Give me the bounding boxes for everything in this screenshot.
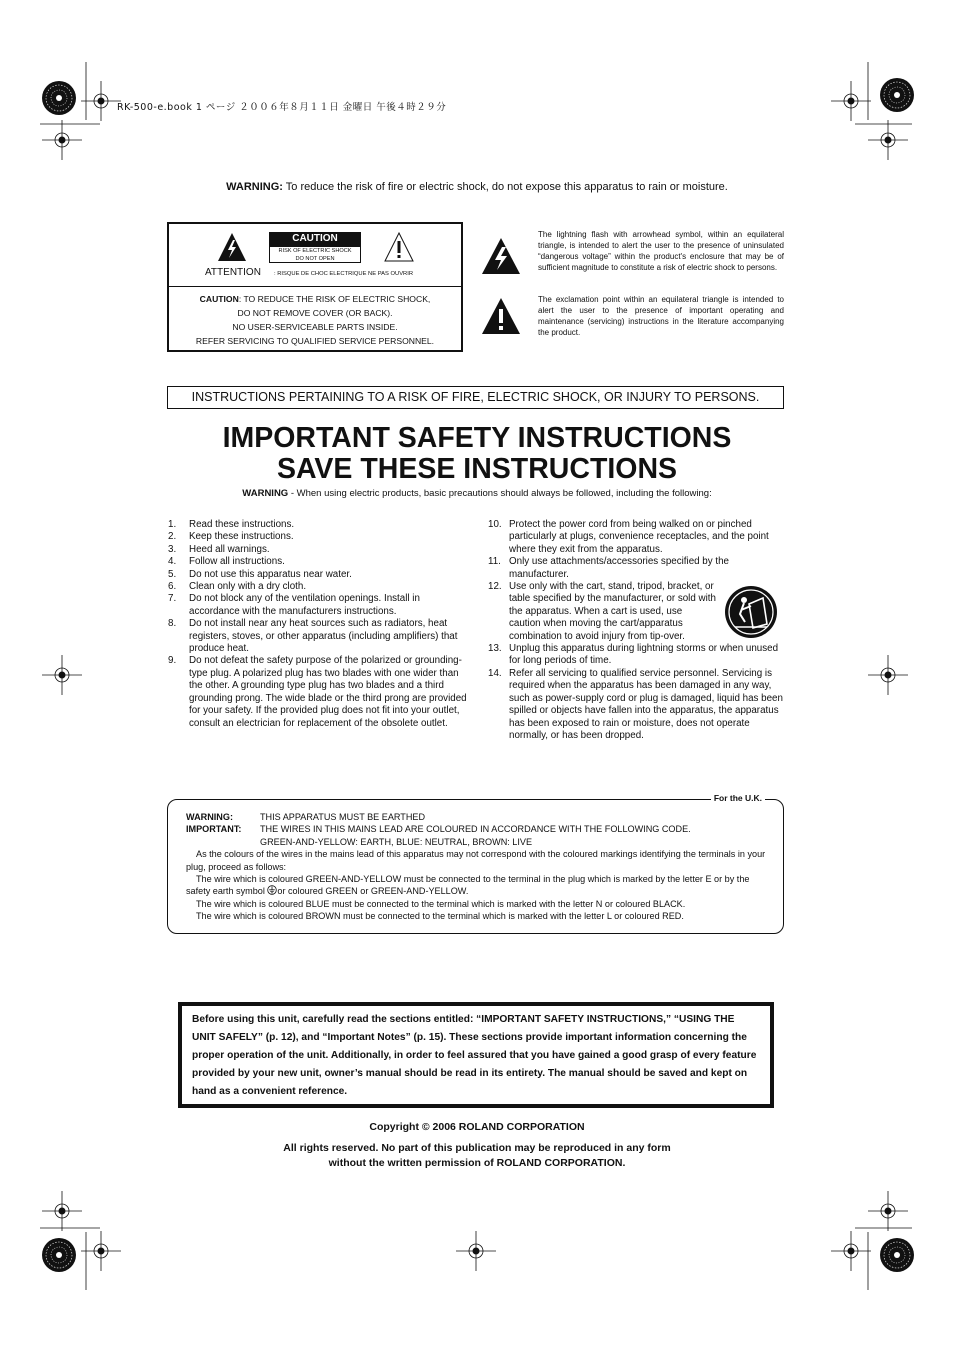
lightning-symbol-icon	[481, 237, 521, 275]
read-before-use-notice: Before using this unit, carefully read the sections entitled: “IMPORTANT SAFETY INSTRUCTIONS,” “USING THE UNIT SAFELY” (p. 12), and “Important Notes” (p. 15). These sections provide important information concerning the proper operation of the unit. Additionally, in order to feel assured that you have gained a good grasp of every feature provided by your new unit, owner’s manual should be read in its entirety. The manual should be saved and kept on hand as a convenient reference.	[178, 1002, 774, 1108]
uk-warning-label: WARNING:	[186, 812, 233, 822]
item-text: Do not use this apparatus near water.	[189, 568, 352, 580]
top-warning	[0, 181, 954, 193]
item-text: Use only with the cart, stand, tripod, bracket, or table specified by the manufacturer, or sold with the apparatus. When a cart is used, use caution when moving the cart/apparatus combination to avoid injury from tip-over.	[509, 581, 716, 642]
cart-tipover-warning-icon	[723, 584, 779, 640]
caution-text	[169, 287, 461, 350]
item-number: 8.	[168, 618, 177, 630]
item-text: Clean only with a dry cloth.	[189, 581, 307, 593]
list-item	[168, 519, 468, 531]
title-save-instructions: SAVE THESE INSTRUCTIONS	[276, 453, 678, 485]
exclamation-triangle-icon	[384, 232, 414, 262]
list-item	[488, 556, 784, 581]
list-item	[168, 655, 468, 729]
item-text: Refer all servicing to qualified service personnel. Servicing is required when the apparatus has been damaged in any way, such as power-supply cord or plug is damaged, liquid has been spilled or objects have fallen into the apparatus, the apparatus has been exposed to rain or moisture, does not operate normally, or has been dropped.	[509, 667, 783, 741]
uk-wiring-text	[186, 811, 767, 923]
uk-paragraph-2a: The wire which is coloured GREEN-AND-YELLOW must be connected to the terminal in the plug which is marked by the letter E or by the safety earth symbol	[186, 874, 750, 897]
uk-label: For the U.K.	[711, 793, 765, 803]
general-warning-text: - When using electric products, basic precautions should always be followed, including the following:	[288, 488, 712, 499]
item-text: Read these instructions.	[189, 519, 295, 530]
uk-paragraph-3: The wire which is coloured BLUE must be connected to the terminal which is marked with the letter N or coloured BLACK.	[196, 898, 686, 909]
list-item	[168, 593, 468, 618]
uk-wiring-box	[167, 793, 784, 934]
uk-important-text: THE WIRES IN THIS MAINS LEAD ARE COLOURED IN ACCORDANCE WITH THE FOLLOWING CODE.	[260, 824, 691, 835]
item-text: Protect the power cord from being walked on or pinched particularly at plugs, convenience receptacles, and the point where they exit from the apparatus.	[509, 519, 769, 555]
item-number: 11.	[488, 556, 501, 568]
item-number: 7.	[168, 593, 177, 605]
lightning-triangle-icon	[217, 232, 247, 262]
item-text: Only use attachments/accessories specified by the manufacturer.	[509, 556, 729, 580]
attention-french-text: : RISQUE DE CHOC ELECTRIQUE NE PAS OUVRIR	[274, 271, 414, 277]
item-number: 10.	[488, 519, 502, 530]
risk-of-shock-label	[269, 246, 361, 263]
item-number: 5.	[168, 568, 177, 580]
general-warning-label: WARNING	[242, 488, 289, 499]
top-warning-label: WARNING:	[226, 181, 283, 193]
item-text: Unplug this apparatus during lightning storms or when unused for long periods of time.	[509, 643, 779, 667]
copyright: Copyright © 2006 ROLAND CORPORATION	[369, 1121, 585, 1133]
exclamation-symbol-description: The exclamation point within an equilateral triangle is intended to alert the user to the presence of important operating and maintenance (servicing) instructions in the literature accompanying the product.	[538, 295, 784, 337]
uk-paragraph-2	[186, 873, 767, 898]
rights-line-2: without the written permission of ROLAND CORPORATION.	[328, 1157, 626, 1169]
item-text: Do not defeat the safety purpose of the polarized or grounding-type plug. A polarized plug has two blades with one wider than the other. A grounding type plug has two blades and a third grounding prong. The wide blade or the third prong are provided for your safety. If the provided plug does not fit into your outlet, consult an electrician for replacement of the obsolete outlet.	[189, 655, 467, 729]
caution-label	[269, 232, 361, 263]
caution-box	[167, 222, 463, 352]
uk-colour-code: GREEN-AND-YELLOW: EARTH, BLUE: NEUTRAL, BROWN: LIVE	[260, 836, 533, 847]
uk-warning-text: THIS APPARATUS MUST BE EARTHED	[260, 812, 426, 822]
item-number: 12.	[488, 581, 502, 593]
item-number: 3.	[168, 543, 177, 555]
mid-mark-left	[42, 655, 82, 695]
item-text: Keep these instructions.	[189, 531, 294, 543]
instructions-list-left	[168, 519, 468, 730]
item-number: 13.	[488, 643, 502, 655]
uk-paragraph-1: As the colours of the wires in the mains lead of this apparatus may not correspond with the coloured markings identifying the terminals in your plug, proceed as follows:	[186, 849, 766, 872]
attention-label: ATTENTION	[205, 267, 261, 278]
list-item	[168, 569, 468, 581]
uk-important-label: IMPORTANT:	[186, 824, 242, 835]
book-stamp: RK-500-e.book 1 ページ ２００６年８月１１日 金曜日 午後４時２９分	[117, 102, 447, 113]
caution-line-4: REFER SERVICING TO QUALIFIED SERVICE PERSONNEL.	[195, 336, 435, 346]
list-item	[168, 544, 468, 556]
rights-line-1: All rights reserved. No part of this publication may be reproduced in any form	[283, 1142, 671, 1154]
caution-line-2: DO NOT REMOVE COVER (OR BACK).	[237, 308, 393, 318]
corner-mark-bottom-left	[40, 1191, 121, 1290]
list-item	[168, 531, 468, 543]
risk-line-2: DO NOT OPEN	[295, 256, 335, 262]
item-number: 1.	[168, 519, 177, 530]
exclamation-symbol-icon	[481, 297, 521, 335]
list-item	[488, 668, 784, 742]
item-number: 2.	[168, 531, 177, 543]
instructions-banner: INSTRUCTIONS PERTAINING TO A RISK OF FIRE, ELECTRIC SHOCK, OR INJURY TO PERSONS.	[167, 386, 784, 409]
item-number: 14.	[488, 667, 502, 679]
item-number: 4.	[168, 556, 177, 568]
corner-mark-top-right	[831, 62, 914, 160]
caution-line-3: NO USER-SERVICEABLE PARTS INSIDE.	[232, 322, 398, 332]
list-item	[168, 581, 468, 593]
item-text: Do not install near any heat sources such as radiators, heat registers, stoves, or other apparatus (including amplifiers) that produce heat.	[189, 618, 458, 655]
item-number: 6.	[168, 581, 177, 593]
corner-mark-bottom-right	[831, 1191, 914, 1290]
general-warning	[0, 488, 954, 499]
rights-reserved	[0, 1141, 954, 1171]
list-item	[488, 519, 784, 556]
item-text: Do not block any of the ventilation openings. Install in accordance with the manufacturers instructions.	[189, 593, 420, 617]
lightning-symbol-description: The lightning flash with arrowhead symbol, within an equilateral triangle, is intended to alert the user to the presence of uninsulated “dangerous voltage” within the product's enclosure that may be of sufficient magnitude to constitute a risk of electric shock to persons.	[538, 230, 784, 272]
list-item	[488, 643, 784, 668]
caution-title: CAUTION	[269, 232, 361, 246]
corner-mark-top-left	[40, 62, 121, 160]
uk-paragraph-2b: or coloured GREEN or GREEN-AND-YELLOW.	[277, 886, 469, 897]
caution-line-1: : TO REDUCE THE RISK OF ELECTRIC SHOCK,	[238, 294, 431, 304]
top-warning-text: To reduce the risk of fire or electric shock, do not expose this apparatus to rain or moisture.	[282, 181, 728, 193]
caution-label-area	[169, 224, 461, 287]
item-number: 9.	[168, 655, 177, 667]
mid-mark-right	[868, 655, 908, 695]
earth-symbol-icon	[267, 885, 277, 895]
list-item	[168, 618, 468, 655]
item-text: Follow all instructions.	[189, 556, 285, 568]
bottom-mid-mark	[456, 1231, 496, 1271]
list-item	[168, 556, 468, 568]
caution-inline-label: CAUTION	[199, 294, 239, 304]
item-text: Heed all warnings.	[189, 543, 270, 555]
uk-paragraph-4: The wire which is coloured BROWN must be connected to the terminal which is marked with the letter L or coloured RED.	[196, 911, 684, 922]
title-important-safety: IMPORTANT SAFETY INSTRUCTIONS	[222, 422, 732, 454]
risk-line-1: RISK OF ELECTRIC SHOCK	[278, 248, 352, 254]
